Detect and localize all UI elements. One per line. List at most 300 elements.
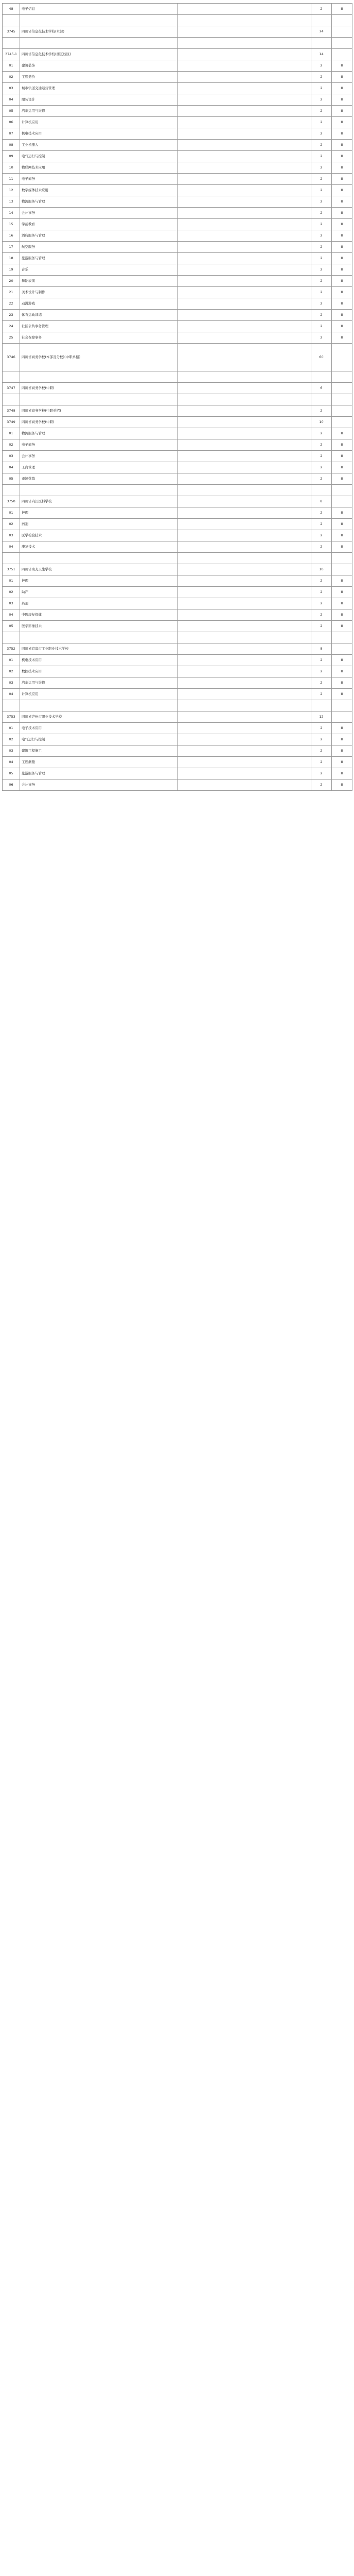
category-cell: Ⅲ [332, 162, 352, 174]
name-cell: 工程造价 [20, 72, 178, 83]
code-cell: 02 [3, 587, 20, 598]
count-cell [311, 632, 332, 643]
name-cell [20, 632, 178, 643]
category-cell: Ⅲ [332, 219, 352, 230]
category-cell: Ⅲ [332, 598, 352, 609]
category-cell: Ⅲ [332, 287, 352, 298]
table-row [3, 473, 352, 485]
note-cell [178, 564, 311, 575]
code-cell: 24 [3, 321, 20, 332]
table-row [3, 451, 352, 462]
table-row [3, 15, 352, 26]
category-cell: Ⅲ [332, 185, 352, 196]
name-cell: 会计事务 [20, 451, 178, 462]
count-cell: 2 [311, 287, 332, 298]
school-row [3, 405, 352, 417]
count-cell [311, 553, 332, 564]
category-cell: Ⅲ [332, 60, 352, 72]
table-row [3, 162, 352, 174]
category-cell: Ⅲ [332, 507, 352, 519]
note-cell [178, 344, 311, 371]
category-cell: Ⅲ [332, 541, 352, 553]
school-row [3, 49, 352, 60]
code-cell: 05 [3, 621, 20, 632]
code-cell: 16 [3, 230, 20, 242]
code-cell: 18 [3, 253, 20, 264]
table-row [3, 117, 352, 128]
count-cell: 2 [311, 451, 332, 462]
table-row [3, 587, 352, 598]
note-cell [178, 734, 311, 745]
name-cell [20, 38, 178, 49]
table-row [3, 83, 352, 94]
category-cell: Ⅲ [332, 757, 352, 768]
count-cell: 2 [311, 519, 332, 530]
count-cell: 2 [311, 757, 332, 768]
code-cell: 3745 [3, 26, 20, 38]
category-cell: Ⅲ [332, 174, 352, 185]
count-cell: 2 [311, 106, 332, 117]
code-cell: 11 [3, 174, 20, 185]
note-cell [178, 507, 311, 519]
count-cell [311, 485, 332, 496]
code-cell: 17 [3, 242, 20, 253]
code-cell: 01 [3, 575, 20, 587]
count-cell: 10 [311, 564, 332, 575]
code-cell: 02 [3, 666, 20, 677]
category-cell: Ⅲ [332, 677, 352, 689]
note-cell [178, 15, 311, 26]
code-cell: 3747 [3, 383, 20, 394]
code-cell: 05 [3, 768, 20, 779]
category-cell [332, 632, 352, 643]
category-cell: Ⅲ [332, 519, 352, 530]
note-cell [178, 128, 311, 140]
name-cell: 美术设计与制作 [20, 287, 178, 298]
count-cell: 10 [311, 417, 332, 428]
table-body [3, 4, 352, 791]
count-cell: 2 [311, 507, 332, 519]
code-cell: 01 [3, 655, 20, 666]
code-cell: 03 [3, 745, 20, 757]
category-cell: Ⅲ [332, 439, 352, 451]
count-cell [311, 700, 332, 711]
note-cell [178, 485, 311, 496]
table-row [3, 276, 352, 287]
table-row [3, 106, 352, 117]
count-cell: 2 [311, 140, 332, 151]
category-cell [332, 711, 352, 723]
note-cell [178, 609, 311, 621]
name-cell: 航空服务 [20, 242, 178, 253]
code-cell: 19 [3, 264, 20, 276]
table-row [3, 632, 352, 643]
note-cell [178, 276, 311, 287]
name-cell: 医学检验技术 [20, 530, 178, 541]
table-row [3, 609, 352, 621]
table-row [3, 230, 352, 242]
name-cell: 计算机应用 [20, 689, 178, 700]
code-cell: 15 [3, 219, 20, 230]
category-cell: Ⅲ [332, 655, 352, 666]
name-cell: 工程测量 [20, 757, 178, 768]
note-cell [178, 405, 311, 417]
name-cell: 体育运动训练 [20, 310, 178, 321]
note-cell [178, 219, 311, 230]
name-cell [20, 553, 178, 564]
table-row [3, 779, 352, 791]
count-cell: 2 [311, 72, 332, 83]
code-cell: 03 [3, 451, 20, 462]
code-cell: 3752 [3, 643, 20, 655]
note-cell [178, 768, 311, 779]
code-cell [3, 485, 20, 496]
count-cell: 2 [311, 666, 332, 677]
note-cell [178, 541, 311, 553]
category-cell: Ⅲ [332, 94, 352, 106]
name-cell: 护理 [20, 507, 178, 519]
count-cell: 2 [311, 253, 332, 264]
table-row [3, 128, 352, 140]
note-cell [178, 439, 311, 451]
code-cell: 02 [3, 439, 20, 451]
count-cell: 2 [311, 734, 332, 745]
name-cell: 机电技术应用 [20, 128, 178, 140]
category-cell: Ⅲ [332, 151, 352, 162]
note-cell [178, 723, 311, 734]
table-row [3, 439, 352, 451]
code-cell: 3748 [3, 405, 20, 417]
code-cell: 01 [3, 60, 20, 72]
code-cell: 3749 [3, 417, 20, 428]
code-cell: 04 [3, 541, 20, 553]
count-cell: 2 [311, 428, 332, 439]
category-cell: Ⅲ [332, 264, 352, 276]
count-cell: 2 [311, 621, 332, 632]
category-cell: Ⅲ [332, 451, 352, 462]
name-cell: 电子商务 [20, 174, 178, 185]
table-row [3, 666, 352, 677]
code-cell: 04 [3, 94, 20, 106]
table-row [3, 757, 352, 768]
code-cell: 21 [3, 287, 20, 298]
count-cell: 2 [311, 94, 332, 106]
category-cell [332, 49, 352, 60]
code-cell: 08 [3, 140, 20, 151]
code-cell: 03 [3, 677, 20, 689]
count-cell: 2 [311, 128, 332, 140]
note-cell [178, 162, 311, 174]
count-cell: 2 [311, 587, 332, 598]
count-cell: 2 [311, 779, 332, 791]
name-cell: 四川省南充卫生学校 [20, 564, 178, 575]
table-row [3, 745, 352, 757]
note-cell [178, 208, 311, 219]
name-cell: 旅游服务与管理 [20, 768, 178, 779]
code-cell: 05 [3, 106, 20, 117]
category-cell: Ⅲ [332, 196, 352, 208]
count-cell: 8 [311, 643, 332, 655]
name-cell [20, 15, 178, 26]
table-row [3, 655, 352, 666]
note-cell [178, 106, 311, 117]
note-cell [178, 140, 311, 151]
code-cell [3, 394, 20, 405]
table-row [3, 541, 352, 553]
category-cell: Ⅲ [332, 428, 352, 439]
table-row [3, 219, 352, 230]
count-cell: 14 [311, 49, 332, 60]
count-cell [311, 371, 332, 383]
count-cell: 2 [311, 230, 332, 242]
table-row [3, 72, 352, 83]
note-cell [178, 666, 311, 677]
name-cell: 物流服务与管理 [20, 428, 178, 439]
code-cell: 23 [3, 310, 20, 321]
count-cell: 2 [311, 151, 332, 162]
code-cell: 13 [3, 196, 20, 208]
note-cell [178, 519, 311, 530]
name-cell: 旅游服务与管理 [20, 253, 178, 264]
name-cell: 酒店服务与管理 [20, 230, 178, 242]
code-cell: 3745-1 [3, 49, 20, 60]
name-cell: 电子信息 [20, 4, 178, 15]
note-cell [178, 185, 311, 196]
name-cell: 服装设计 [20, 94, 178, 106]
table-row [3, 151, 352, 162]
name-cell: 护理 [20, 575, 178, 587]
note-cell [178, 26, 311, 38]
note-cell [178, 117, 311, 128]
name-cell: 动漫游戏 [20, 298, 178, 310]
table-row [3, 428, 352, 439]
school-row [3, 417, 352, 428]
category-cell: Ⅲ [332, 72, 352, 83]
note-cell [178, 779, 311, 791]
code-cell: 04 [3, 689, 20, 700]
count-cell: 2 [311, 208, 332, 219]
name-cell: 康复技术 [20, 541, 178, 553]
count-cell: 8 [311, 496, 332, 507]
note-cell [178, 38, 311, 49]
note-cell [178, 60, 311, 72]
count-cell: 2 [311, 185, 332, 196]
code-cell: 01 [3, 507, 20, 519]
name-cell: 四川省宜宾市工业职业技术学校 [20, 643, 178, 655]
school-row [3, 496, 352, 507]
note-cell [178, 72, 311, 83]
table-row [3, 621, 352, 632]
category-cell [332, 417, 352, 428]
note-cell [178, 700, 311, 711]
count-cell: 2 [311, 677, 332, 689]
name-cell: 电子技术应用 [20, 723, 178, 734]
count-cell: 2 [311, 321, 332, 332]
table-row [3, 734, 352, 745]
name-cell: 医学影像技术 [20, 621, 178, 632]
count-cell: 2 [311, 439, 332, 451]
count-cell [311, 15, 332, 26]
school-row [3, 564, 352, 575]
count-cell: 2 [311, 768, 332, 779]
table-row [3, 253, 352, 264]
table-row [3, 321, 352, 332]
count-cell: 12 [311, 711, 332, 723]
name-cell: 会计事务 [20, 208, 178, 219]
school-row [3, 383, 352, 394]
category-cell: Ⅲ [332, 779, 352, 791]
count-cell [311, 394, 332, 405]
category-cell: Ⅲ [332, 666, 352, 677]
category-cell: Ⅲ [332, 734, 352, 745]
category-cell: Ⅲ [332, 128, 352, 140]
note-cell [178, 530, 311, 541]
note-cell [178, 287, 311, 298]
name-cell: 社会保障事务 [20, 332, 178, 344]
count-cell: 2 [311, 242, 332, 253]
note-cell [178, 428, 311, 439]
category-cell: Ⅲ [332, 587, 352, 598]
code-cell: 14 [3, 208, 20, 219]
code-cell: 10 [3, 162, 20, 174]
code-cell [3, 700, 20, 711]
count-cell: 2 [311, 575, 332, 587]
note-cell [178, 394, 311, 405]
category-cell: Ⅲ [332, 473, 352, 485]
category-cell: Ⅲ [332, 310, 352, 321]
table-row [3, 530, 352, 541]
name-cell: 社区公共事务管理 [20, 321, 178, 332]
name-cell: 城市轨道交通运营管理 [20, 83, 178, 94]
count-cell: 2 [311, 745, 332, 757]
name-cell: 会计事务 [20, 779, 178, 791]
table-row [3, 208, 352, 219]
table-row [3, 462, 352, 473]
count-cell: 2 [311, 276, 332, 287]
count-cell: 2 [311, 598, 332, 609]
count-cell: 2 [311, 462, 332, 473]
name-cell: 学前教育 [20, 219, 178, 230]
category-cell: Ⅲ [332, 723, 352, 734]
count-cell: 2 [311, 530, 332, 541]
category-cell: Ⅲ [332, 462, 352, 473]
note-cell [178, 230, 311, 242]
category-cell [332, 643, 352, 655]
category-cell: Ⅲ [332, 745, 352, 757]
name-cell [20, 700, 178, 711]
note-cell [178, 745, 311, 757]
name-cell: 药剂 [20, 519, 178, 530]
code-cell [3, 632, 20, 643]
table-row [3, 700, 352, 711]
name-cell: 药剂 [20, 598, 178, 609]
name-cell: 工商管理 [20, 462, 178, 473]
table-row [3, 598, 352, 609]
count-cell: 2 [311, 264, 332, 276]
table-row [3, 4, 352, 15]
note-cell [178, 321, 311, 332]
school-row [3, 26, 352, 38]
note-cell [178, 298, 311, 310]
code-cell: 06 [3, 779, 20, 791]
code-cell: 09 [3, 151, 20, 162]
code-cell: 22 [3, 298, 20, 310]
note-cell [178, 473, 311, 485]
code-cell: 04 [3, 609, 20, 621]
table-row [3, 689, 352, 700]
name-cell: 四川省泸州市职业技术学校 [20, 711, 178, 723]
category-cell [332, 485, 352, 496]
name-cell: 电气运行与控制 [20, 151, 178, 162]
table-row [3, 519, 352, 530]
category-cell [332, 564, 352, 575]
name-cell: 计算机应用 [20, 117, 178, 128]
school-row [3, 344, 352, 371]
name-cell: 汽车运用与维修 [20, 106, 178, 117]
note-cell [178, 677, 311, 689]
name-cell: 四川省商务学校(中职) [20, 417, 178, 428]
name-cell: 四川省内江医科学校 [20, 496, 178, 507]
note-cell [178, 253, 311, 264]
category-cell: Ⅲ [332, 689, 352, 700]
note-cell [178, 496, 311, 507]
count-cell: 74 [311, 26, 332, 38]
code-cell: 03 [3, 83, 20, 94]
category-cell: Ⅲ [332, 140, 352, 151]
category-cell: Ⅲ [332, 321, 352, 332]
code-cell: 06 [3, 117, 20, 128]
category-cell [332, 15, 352, 26]
code-cell [3, 553, 20, 564]
code-cell [3, 38, 20, 49]
name-cell: 四川省商务学校(中职单招) [20, 405, 178, 417]
count-cell: 2 [311, 541, 332, 553]
name-cell: 四川省信息化技术学校(本部) [20, 26, 178, 38]
count-cell: 2 [311, 609, 332, 621]
name-cell: 汽车运用与维修 [20, 677, 178, 689]
category-cell: Ⅲ [332, 253, 352, 264]
category-cell [332, 371, 352, 383]
count-cell: 2 [311, 117, 332, 128]
note-cell [178, 587, 311, 598]
note-cell [178, 371, 311, 383]
category-cell [332, 496, 352, 507]
category-cell: Ⅲ [332, 530, 352, 541]
note-cell [178, 462, 311, 473]
code-cell: 04 [3, 757, 20, 768]
note-cell [178, 4, 311, 15]
code-cell: 02 [3, 734, 20, 745]
table-row [3, 575, 352, 587]
note-cell [178, 598, 311, 609]
name-cell [20, 371, 178, 383]
note-cell [178, 174, 311, 185]
code-cell: 03 [3, 530, 20, 541]
note-cell [178, 264, 311, 276]
table-row [3, 394, 352, 405]
note-cell [178, 383, 311, 394]
name-cell: 电气运行与控制 [20, 734, 178, 745]
table-row [3, 310, 352, 321]
school-row [3, 643, 352, 655]
code-cell: 07 [3, 128, 20, 140]
table-row [3, 242, 352, 253]
name-cell: 市场营销 [20, 473, 178, 485]
note-cell [178, 632, 311, 643]
category-cell: Ⅲ [332, 83, 352, 94]
count-cell: 2 [311, 60, 332, 72]
name-cell: 物流服务与管理 [20, 196, 178, 208]
